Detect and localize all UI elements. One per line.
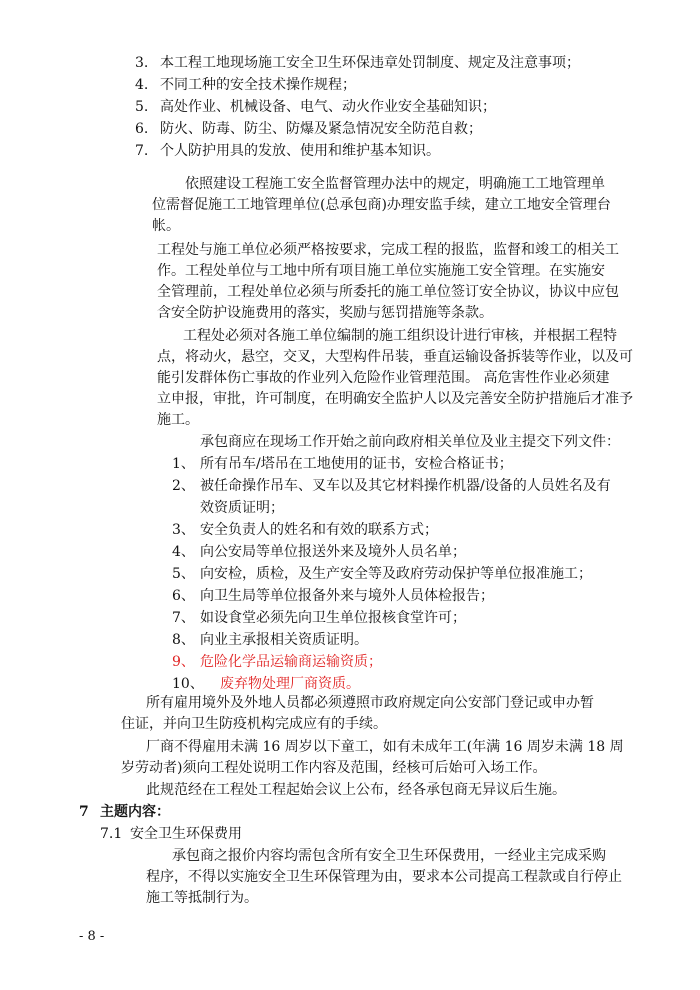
document-item: 10、 废弃物处理厂商资质。 [172, 676, 360, 692]
document-item: 2、 被任命操作吊车、叉车以及其它材料操作机器/设备的人员姓名及有 [172, 478, 611, 494]
list-item: 3. 本工程工地现场施工安全卫生环保违章处罚制度、规定及注意事项； [135, 55, 580, 71]
paragraph-line: 帐。 [152, 218, 180, 234]
paragraph-line: 施工等抵制行为。 [146, 890, 258, 906]
list-item: 6. 防火、防毒、防尘、防爆及紧急情况安全防范自救； [135, 121, 482, 137]
document-item: 1、 所有吊车/塔吊在工地使用的证书，安检合格证书； [172, 456, 513, 472]
paragraph-line: 厂商不得雇用未满 16 周岁以下童工，如有未成年工(年满 16 周岁未满 18 周 [146, 739, 624, 755]
list-item: 7. 个人防护用具的发放、使用和维护基本知识。 [135, 143, 440, 159]
paragraph-line: 点，将动火，悬空，交叉，大型构件吊装，垂直运输设备拆装等作业，以及可 [157, 349, 633, 365]
paragraph-line: 岁劳动者)须向工程处说明工作内容及范围，经核可后始可入场工作。 [121, 760, 547, 776]
paragraph-line: 程序，不得以实施安全卫生环保管理为由，要求本公司提高工程款或自行停止 [146, 869, 622, 885]
document-item: 7、 如设食堂必须先向卫生单位报核食堂许可； [172, 610, 466, 626]
page-number: - 8 - [79, 929, 105, 944]
document-item: 3、 安全负责人的姓名和有效的联系方式； [172, 522, 438, 538]
document-item: 5、 向安检，质检，及生产安全等及政府劳动保护等单位报准施工； [172, 566, 592, 582]
document-item: 效资质证明； [200, 500, 284, 516]
paragraph-line: 全管理前，工程处单位必须与所委托的施工单位签订安全协议，协议中应包 [157, 284, 619, 300]
document-item: 6、 向卫生局等单位报备外来与境外人员体检报告； [172, 588, 494, 604]
document-item: 4、 向公安局等单位报送外来及境外人员名单； [172, 544, 466, 560]
paragraph-line: 作。工程处单位与工地中所有项目施工单位实施施工安全管理。在实施安 [157, 263, 605, 279]
documents-intro: 承包商应在现场工作开始之前向政府相关单位及业主提交下列文件： [200, 434, 620, 450]
paragraph-line: 承包商之报价内容均需包含所有安全卫生环保费用，一经业主完成采购 [172, 848, 606, 864]
list-item: 4. 不同工种的安全技术操作规程； [135, 77, 356, 93]
paragraph-line: 此规范经在工程处工程起始会议上公布，经各承包商无异议后生施。 [146, 782, 566, 798]
paragraph-line: 含安全防护设施费用的落实，奖励与惩罚措施等条款。 [157, 305, 493, 321]
paragraph-line: 位需督促施工工地管理单位(总承包商)办理安监手续，建立工地安全管理台 [152, 197, 611, 213]
paragraph-line: 所有雇用境外及外地人员都必须遵照市政府规定向公安部门登记或申办暂 [146, 695, 594, 711]
paragraph-line: 施工。 [157, 412, 199, 428]
paragraph-line: 工程处与施工单位必须严格按要求，完成工程的报监，监督和竣工的相关工 [157, 242, 619, 258]
paragraph-line: 依照建设工程施工安全监督管理办法中的规定，明确施工工地管理单 [185, 176, 605, 192]
paragraph-line: 工程处必须对各施工单位编制的施工组织设计进行审核，并根据工程特 [183, 328, 617, 344]
paragraph-line: 立申报，审批，许可制度，在明确安全监护人以及完善安全防护措施后才准予 [157, 391, 633, 407]
document-item-highlighted: 9、 危险化学品运输商运输资质； [172, 654, 382, 670]
list-item: 5. 高处作业、机械设备、电气、动火作业安全基础知识； [135, 99, 496, 115]
paragraph-line: 住证，并向卫生防疫机构完成应有的手续。 [121, 716, 387, 732]
subsection-heading: 7.1 安全卫生环保费用 [100, 826, 242, 842]
section-heading: 7 主题内容： [79, 804, 170, 820]
paragraph-line: 能引发群体伤亡事故的作业列入危险作业管理范围。 高危害性作业必须建 [157, 370, 610, 386]
document-item: 8、 向业主承报相关资质证明。 [172, 632, 368, 648]
